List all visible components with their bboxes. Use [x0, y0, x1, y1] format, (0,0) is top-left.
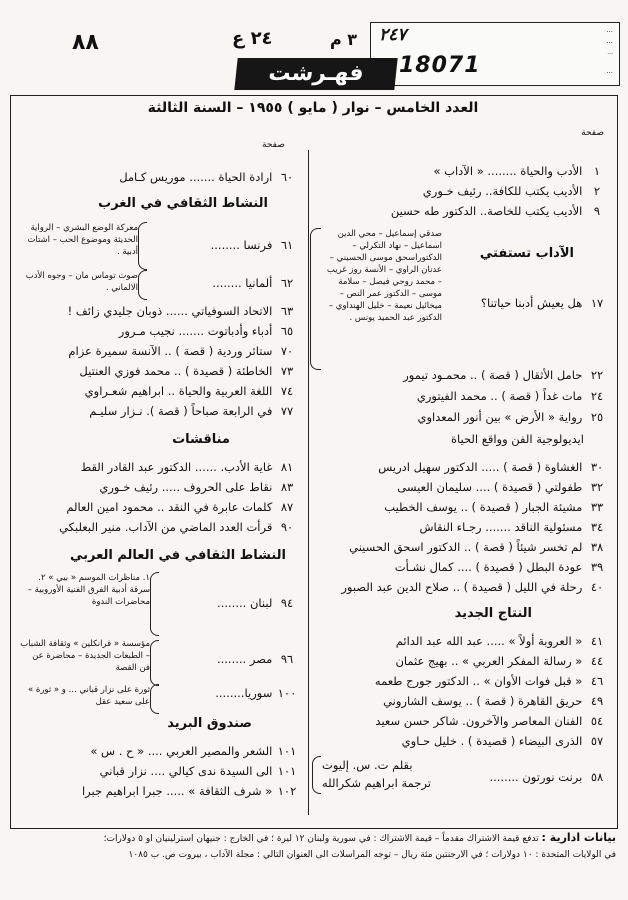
toc-row: ٤١ « العروبة أولاً » ..... عبد الله عبد الدائم — [395, 634, 604, 648]
toc-row: ٢٢ حامل الأثقال ( قصة ) .. محمـود تيمور — [403, 368, 604, 382]
toc-row: ٦٢ ألمانيا ........ — [212, 276, 294, 290]
admin-label: بيانات ادارية : — [541, 831, 616, 844]
syria-brace — [150, 684, 159, 714]
toc-row: ١ الأدب والحياة ........ « الآداب » — [433, 164, 601, 178]
toc-row: ٢٤ مات غداً ( قصة ) .. محمد الفيتوري — [416, 389, 604, 403]
toc-row: ٧٧ في الرابعة صباحاً ( قصة ). نـزار سليـم — [89, 404, 294, 418]
toc-row: ٧٣ الخاطئة ( قصيدة ) .. محمد فوزي العنتيل — [79, 364, 294, 378]
toc-row: ٣٠ الغشاوة ( قصة ) ..... الدكتور سهيل ادريس — [378, 460, 604, 474]
toc-row: ٨٣ نقاط على الحروف ..... رئيف خـوري — [99, 480, 294, 494]
stamp-line-2: ... — [606, 37, 613, 45]
toc-row: ٦٠ ارادة الحياة ....... موريس كـامل — [119, 170, 294, 184]
toc-row: ٣٢ طفولتي ( قصيدة ) .... سليمان العيسى — [397, 480, 604, 494]
page-label-right: صفحة — [581, 128, 604, 138]
toc-row: ٥٧ الذرى البيضاء ( قصيدة ) . خليل حـاوي — [401, 734, 604, 748]
admin-line-2: في الولايات المتحدة : ١٠ دولارات ؛ في الارجنتين مئة ريال – توجه المراسلات الى العنوان التالي : مجلة الآداب ، بيروت ص. ب ١٠٨٥ — [128, 850, 616, 860]
lebanon-brace — [150, 572, 159, 636]
toc-row: ٩٤ لبنان ........ — [217, 596, 294, 610]
stamp-number: 18071 — [399, 53, 481, 78]
toc-row: ٦٥ أدباء وأدباتوت ....... نجيب مـرور — [118, 324, 294, 338]
admin-line-1: بيانات ادارية : تدفع قيمة الاشتراك مقدماً – قيمة الاشتراك : في سورية ولبنان ١٢ ليرة ؛ في الخارج : جنيهان استرلينيان او ٥ دولارات؛ — [103, 831, 616, 844]
handwritten-mark-2: ٣ م — [330, 30, 358, 49]
toc-row: ١٠١ الى السيدة ندى كيالي .... نزار قباني — [99, 764, 297, 778]
toc-row: ٢٥ رواية « الأرض » بين أنور المعداوي — [417, 410, 604, 424]
egypt-brace — [150, 640, 159, 686]
egypt-topics: مؤسسة « فرانكلين » وثقافة الشباب – الطبعات الجديدة – محاضرة عن فن القصة — [20, 639, 150, 673]
toc-row: ٤٩ حريق القاهرة ( قصة ) .. يوسف الشاروني — [383, 694, 604, 708]
germany-topics: صوت توماس مان – وجوه الأدب الالماني . — [25, 271, 138, 293]
toc-row: ٤٦ « قبل فوات الأوان » .. الدكتور جورج طعمه — [374, 674, 604, 688]
stamp-code: ٢٤٧ — [379, 25, 407, 45]
page-label-left: صفحة — [262, 140, 285, 150]
toc-row: ٧٠ ستائر وردية ( قصة ) .. الآنسة سميرة عزام — [68, 344, 294, 358]
lebanon-topics: ١. مناظرات الموسم « بيي » ٢. سرقة أدبية الفرق الفنية الأوروبية – محاضرات الندوة — [27, 573, 150, 607]
germany-brace — [138, 270, 147, 300]
section-heading: النشاط الثقافي في العالم العربي — [70, 548, 286, 563]
column-divider — [308, 150, 309, 815]
toc-row: ٩٠ قرأت العدد الماضي من الآداب. منير البعلبكي — [59, 520, 294, 534]
toc-row: ٥٨ برنت نورتون ........ — [489, 770, 604, 784]
toc-row: ٦١ فرنسا ........ — [210, 238, 294, 252]
toc-continuation: ايديولوجية الفن وواقع الحياة — [450, 432, 584, 446]
toc-row: ١٠٢ « شرف الثقافة » ..... جبرا ابراهيم جبرا — [81, 784, 297, 798]
toc-row: ٣٤ مسئولية الناقد ....... رجـاء النقاش — [419, 520, 604, 534]
library-stamp — [370, 22, 620, 86]
issue-line: العدد الخامس – نوار ( مايو ) ١٩٥٥ – السنة الثالثة — [147, 100, 479, 116]
section-heading: مناقشات — [172, 432, 230, 447]
toc-row: ٤٠ رحلة في الليل ( قصيدة ) .. صلاح الدين عبد الصبور — [341, 580, 604, 594]
stamp-line-4: ... — [606, 67, 613, 75]
france-topics: معركة الوضع البشري – الرواية الحديثة وموضوع الحب – اشتات أدبية . — [27, 223, 138, 257]
france-brace — [138, 222, 147, 270]
translator-line: بقلم ت. س. إليوت — [322, 758, 413, 772]
stamp-line-1: ... — [606, 26, 613, 34]
toc-row: ٣٣ مشيئة الجبار ( قصيدة ) .. يوسف الخطيب — [384, 500, 604, 514]
section-heading: النتاج الجديد — [454, 606, 532, 621]
translator-line: ترجمة ابراهيم شكرالله — [322, 776, 431, 790]
section-heading: صندوق البريد — [167, 716, 252, 731]
eliot-brace — [312, 756, 321, 794]
toc-row: ٨١ غاية الأدب. ...... الدكتور عبد القادر القط — [80, 460, 294, 474]
toc-row: ١٧ هل يعيش أدبنا حياتنا؟ — [480, 296, 604, 310]
toc-row: ٦٣ الاتحاد السوفياتي ...... ذوبان جليدي زائف ! — [67, 304, 294, 318]
toc-row: ٩ الأديب يكتب للخاصة.. الدكتور طه حسين — [390, 204, 601, 218]
toc-row: ٢ الأديب يكتب للكافة.. رئيف خـوري — [422, 184, 601, 198]
syria-topics: ثورة على نزار قباني ... و « ثورة » على سعيد عقل — [27, 685, 150, 707]
section-heading: الآداب تستفتي — [479, 246, 574, 261]
toc-row: ٥٤ الفنان المعاصر والآخرون. شاكر حسن سعيد — [375, 714, 604, 728]
poll-names: صدقي إسماعيل – محي الدين اسماعيل – نهاد التكرلي – الدكتوراسحق موسى الحسيني – عدنان الراوي – الأنسة روز غريب – محمد روحي فيصل – سلامة موسى – الدكتور عمر النص – ميخائيل نعيمة – خليل الهنداوي – الدكتور عبد الحميد يونس . — [326, 229, 442, 323]
stamp-line-3: ... — [607, 49, 613, 56]
toc-row: ٣٨ لم تخسر شيئاً ( قصة ) .. الدكتور اسحق الحسيني — [349, 540, 604, 554]
page-number: ٨٨ — [72, 30, 99, 55]
toc-row: ٤٤ « رسالة المفكر العربي » .. بهيج عثمان — [395, 654, 604, 668]
index-title: فهـرشت — [234, 58, 397, 90]
toc-row: ٩٦ مصر ........ — [216, 652, 294, 666]
toc-row: ٧٤ اللغة العربية والحياة .. ابراهيم شعـراوي — [84, 384, 294, 398]
toc-row: ١٠٠ سوريا........ — [215, 686, 297, 700]
admin-info — [10, 830, 616, 863]
section-heading: النشاط الثقافي في الغرب — [98, 196, 268, 211]
handwritten-mark: ٢٤ ع — [232, 28, 273, 49]
toc-row: ٣٩ عودة البطل ( قصيدة ) .... كمال نشـأت — [394, 560, 604, 574]
toc-row: ١٠١ الشعر والمصير العربي .... « ح . س » — [90, 744, 297, 758]
toc-row: ٨٧ كلمات عابرة في النقد .. محمود امين العالم — [66, 500, 294, 514]
